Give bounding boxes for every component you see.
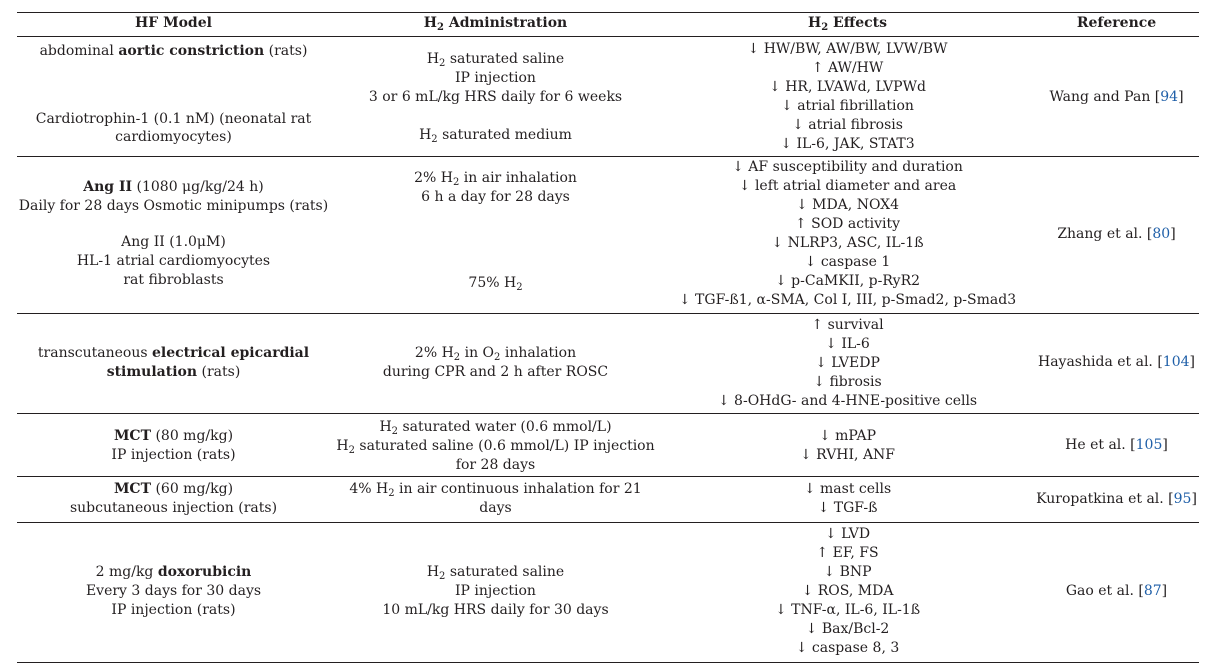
cell-text: 4% H [349,481,389,497]
effect-line: ↓ fibrosis [813,374,882,390]
cell-text: 10 mL/kg HRS daily for 30 days [382,602,609,618]
row-divider-4 [17,476,1199,477]
cell-text: in O [460,345,495,361]
cell-text: Daily for 28 days Osmotic minipumps (rats) [18,198,329,214]
effect-line: ↓ mPAP [818,428,877,444]
effect-line: ↓ ROS, MDA [801,583,894,599]
effect-line: ↓ Bax/Bcl-2 [805,621,890,637]
administration-line [330,274,661,293]
reference-author: Hayashida et al. [ [1038,354,1163,370]
cell-text: subcutaneous injection (rats) [69,500,278,516]
effect-line: ↓ LVD [824,526,871,542]
administration-line [330,188,661,207]
reference-line [1034,582,1199,601]
reference-bracket: ] [1162,437,1168,453]
reference-author: Gao et al. [ [1065,583,1144,599]
table-bottom-rule [17,662,1199,663]
cell-text: HL-1 atrial cardiomyocytes [76,253,271,269]
header-effects-label [661,14,1034,33]
citation-link[interactable]: 95 [1173,491,1192,507]
hf-model-line [17,563,330,582]
hf-model-line [17,499,330,518]
cell-text: H [336,438,349,454]
subscript-text: 2 [439,58,446,69]
reference-bracket: ] [1170,226,1176,242]
effect-line: ↓ atrial fibrillation [781,98,914,114]
cell-text: IP injection (rats) [111,447,236,463]
row-divider-2 [17,313,1199,314]
header-model-label: HF Model [135,15,212,31]
effect-line: ↓ HR, LVAWd, LVPWd [769,79,926,95]
reference-line [1034,353,1199,372]
cell-text: (rats) [264,43,308,59]
administration-line [330,456,661,475]
cell-text: 6 h a day for 28 days [421,189,570,205]
effect-line: ↓ TGF-ß [817,500,878,516]
administration-line [330,563,661,582]
subscript-text: 2 [391,426,399,437]
cell-text: H [379,419,392,435]
bold-term: doxorubicin [157,564,252,580]
administration-line [330,88,661,107]
cell-text: in air inhalation [459,170,577,186]
cell-text: H [426,51,440,67]
cell-text: 2% H [414,170,453,186]
row-divider-3 [17,413,1199,414]
header-admin-suffix: Administration [443,15,568,31]
administration-line [330,437,661,456]
bold-term: Ang II [83,179,133,195]
effect-line: ↓ AF susceptibility and duration [732,159,963,175]
header-effects-subscript: 2 [821,22,829,33]
cell-text: in air continuous inhalation for 21 [394,481,642,497]
hf-model-line [17,480,330,499]
effect-line: ↓ IL-6 [825,336,870,352]
header-effects-prefix: H [807,15,822,31]
hf-model-line [17,178,330,197]
effect-line: ↓ IL-6, JAK, STAT3 [780,136,915,152]
cell-text: inhalation [500,345,577,361]
administration-line [330,50,661,69]
hf-model-line [17,42,330,61]
reference-bracket: ] [1161,583,1168,599]
administration-line [330,601,661,620]
administration-line [330,499,661,518]
effect-line: ↓ MDA, NOX4 [795,197,900,213]
cell-text: saturated saline (0.6 mmol/L) IP injection [354,438,655,454]
cell-text: saturated water (0.6 mmol/L) [398,419,612,435]
administration-line [330,126,661,145]
citation-link[interactable]: 105 [1135,437,1163,453]
bold-term: stimulation [106,364,198,380]
cell-text: Every 3 days for 30 days [85,583,262,599]
hf-model-line [17,271,330,290]
effect-line: ↓ left atrial diameter and area [738,178,957,194]
reference-line [1034,88,1199,107]
reference-author: Kuropatkina et al. [ [1036,491,1174,507]
cell-text: abdominal [39,43,119,59]
bold-term: electrical epicardial [151,345,310,361]
row-divider-1 [17,156,1199,157]
effect-line: ↓ NLRP3, ASC, IL-1ß [771,235,924,251]
cell-text: (1080 μg/kg/24 h) [132,179,264,195]
subscript-text: 2 [453,352,461,363]
cell-text: saturated saline [445,51,565,67]
cell-text: 2 mg/kg [95,564,158,580]
cell-text: during CPR and 2 h after ROSC [382,364,609,380]
hf-model-line [17,344,330,363]
subscript-text: 2 [439,571,446,582]
header-rule [17,36,1199,37]
header-admin-label [330,14,661,33]
effect-line: ↓ 8-OHdG- and 4-HNE-positive cells [717,393,978,409]
effect-line: ↓ p-CaMKII, p-RyR2 [774,273,921,289]
cell-text: H [419,127,432,143]
citation-link[interactable]: 80 [1152,226,1171,242]
hf-model-line [17,582,330,601]
reference-author: Wang and Pan [ [1049,89,1161,105]
cell-text: saturated medium [437,127,572,143]
effect-line: ↓ atrial fibrosis [792,117,903,133]
reference-bracket: ] [1191,491,1197,507]
effect-line: ↓ BNP [823,564,872,580]
effect-line: ↓ TGF-ß1, α-SMA, Col I, III, p-Smad2, p-Smad3 [678,292,1017,308]
cell-text: cardiomyocytes) [115,129,232,145]
row-divider-5 [17,522,1199,523]
cell-text: IP injection (rats) [111,602,236,618]
effect-line: ↓ HW/BW, AW/BW, LVW/BW [747,41,948,57]
cell-text: (rats) [197,364,241,380]
cell-text: (60 mg/kg) [151,481,234,497]
hf-model-line [17,601,330,620]
effect-line: ↑ SOD activity [794,216,901,232]
cell-text: 2% H [414,345,454,361]
effect-line: ↑ EF, FS [816,545,879,561]
effect-line: ↓ LVEDP [815,355,880,371]
bold-term: MCT [113,428,151,444]
effect-line: ↑ AW/HW [811,60,884,76]
hf-model-line [17,233,330,252]
cell-text: transcutaneous [37,345,152,361]
citation-link[interactable]: 104 [1162,354,1190,370]
cell-text: days [479,500,512,516]
cell-text: (80 mg/kg) [151,428,234,444]
administration-line [330,418,661,437]
cell-text: IP injection [455,70,536,86]
cell-text: IP injection [455,583,536,599]
bold-term: aortic constriction [118,43,265,59]
administration-line [330,582,661,601]
effect-line: ↓ mast cells [803,481,892,497]
hf-model-line [17,363,330,382]
reference-author: He et al. [ [1065,437,1136,453]
hf-model-line [17,128,330,147]
reference-line [1034,490,1199,509]
cell-text: saturated saline [445,564,565,580]
cell-text: Ang II (1.0μM) [121,234,226,250]
hf-model-line [17,446,330,465]
reference-author: Zhang et al. [ [1057,226,1153,242]
effect-line: ↑ survival [811,317,884,333]
administration-line [330,480,661,499]
cell-text: rat fibroblasts [123,272,224,288]
effect-line: ↓ caspase 1 [804,254,891,270]
reference-line [1034,225,1199,244]
subscript-text: 2 [494,352,501,363]
cell-text: 3 or 6 mL/kg HRS daily for 6 weeks [368,89,623,105]
effect-line: ↓ caspase 8, 3 [795,640,900,656]
subscript-text: 2 [348,445,355,456]
citation-link[interactable]: 94 [1160,89,1179,105]
citation-link[interactable]: 87 [1143,583,1162,599]
cell-text: 75% H [468,275,517,291]
table-top-rule [17,12,1199,13]
hf-model-line [17,197,330,216]
header-effects-suffix: Effects [828,15,888,31]
cell-text: for 28 days [455,457,536,473]
effect-line: ↓ RVHI, ANF [799,447,896,463]
administration-line [330,69,661,88]
administration-line [330,169,661,188]
header-admin-prefix: H [423,15,437,31]
reference-bracket: ] [1189,354,1195,370]
subscript-text: 2 [452,177,460,188]
hf-model-line [17,110,330,129]
subscript-text: 2 [388,488,395,499]
subscript-text: 2 [431,134,438,145]
hf-model-line [17,427,330,446]
bold-term: MCT [113,481,151,497]
administration-line [330,344,661,363]
cell-text: Cardiotrophin-1 (0.1 nM) (neonatal rat [35,111,312,127]
header-reference-label: Reference [1076,15,1157,31]
reference-bracket: ] [1178,89,1184,105]
hf-model-line [17,252,330,271]
header-admin-subscript: 2 [437,22,444,33]
subscript-text: 2 [516,282,523,293]
cell-text: H [426,564,440,580]
reference-line [1034,436,1199,455]
effect-line: ↓ TNF-α, IL-6, IL-1ß [774,602,921,618]
administration-line [330,363,661,382]
